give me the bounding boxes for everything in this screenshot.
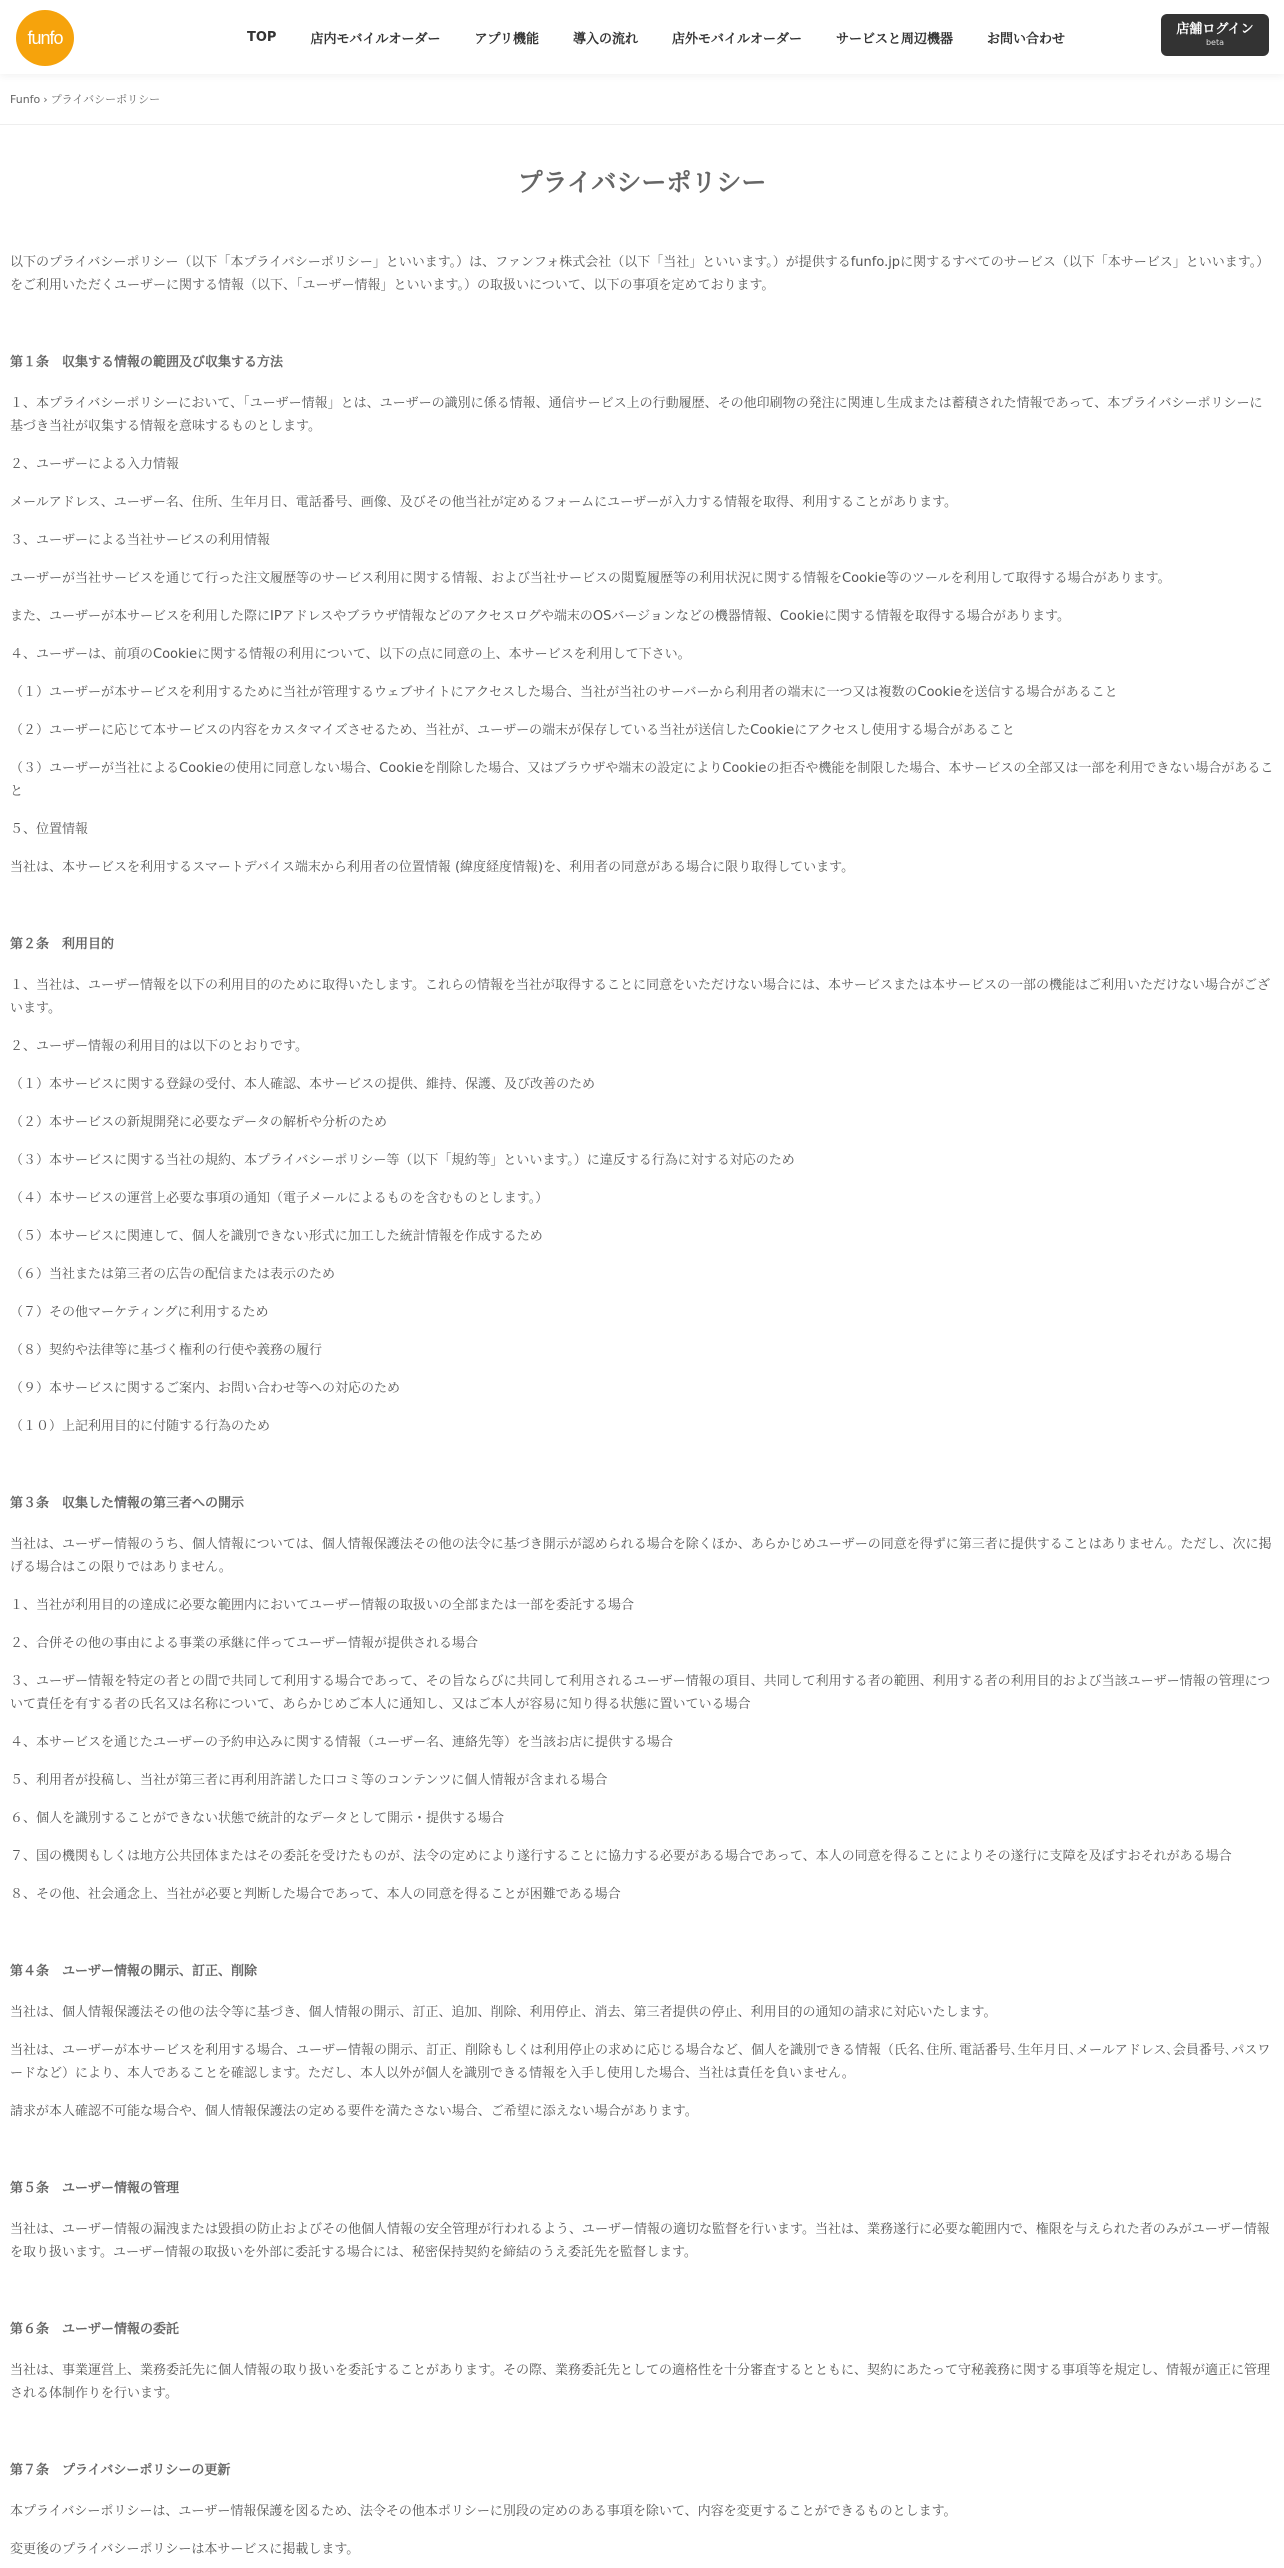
section-paragraph: ２、ユーザー情報の利用目的は以下のとおりです。 bbox=[10, 1039, 308, 1054]
breadcrumb-current: プライバシーポリシー bbox=[50, 93, 161, 106]
policy-section bbox=[10, 1960, 1274, 2123]
section-title: 第５条 ユーザー情報の管理 bbox=[10, 2181, 180, 2196]
section-paragraph: 当社は、事業運営上、業務委託先に個人情報の取り扱いを委託することがあります。その際、業務委託先としての適格性を十分審査するとともに、契約にあたって守秘義務に関する事項等を規定し、情報が適正に管理される体制作りを行います。 bbox=[10, 2363, 1270, 2401]
funfo-logo[interactable] bbox=[16, 10, 74, 66]
section-paragraph: 請求が本人確認不可能な場合や、個人情報保護法の定める要件を満たさない場合、ご希望に添えない場合があります。 bbox=[10, 2104, 698, 2119]
section-title: 第６条 ユーザー情報の委託 bbox=[10, 2322, 180, 2337]
policy-section bbox=[10, 1492, 1274, 1906]
nav-top[interactable]: TOP bbox=[247, 29, 277, 45]
nav-instore-mobile-order[interactable]: 店内モバイルオーダー bbox=[310, 31, 441, 47]
section-paragraph: （３）本サービスに関する当社の規約、本プライバシーポリシー等（以下「規約等」といいます。）に違反する行為に対する対応のため bbox=[10, 1153, 795, 1168]
store-login-label: 店舗ログイン bbox=[1176, 22, 1254, 37]
intro-paragraph: 以下のプライバシーポリシー（以下「本プライバシーポリシー」といいます。）は、ファンフォ株式会社（以下「当社」といいます。）が提供するfunfo.jpに関するすべてのサービス（以下「本サービス」といいます。）をご利用いただくユーザーに関する情報（以下、「ユーザー情報」といいます。）の取扱いについて、以下の事項を定めております。 bbox=[10, 255, 1270, 293]
section-paragraph: 当社は、ユーザーが本サービスを利用する場合、ユーザー情報の開示、訂正、削除もしくは利用停止の求めに応じる場合など、個人を識別できる情報（氏名､住所､電話番号､生年月日､メールアドレス､会員番号､パスワードなど）により、本人であることを確認します。ただし、本人以外が個人を識別できる情報を入手し使用した場合、当社は責任を負いません。 bbox=[10, 2043, 1271, 2081]
section-paragraph: 当社は、ユーザー情報の漏洩または毀損の防止およびその他個人情報の安全管理が行われるよう、ユーザー情報の適切な監督を行います。当社は、業務遂行に必要な範囲内で、権限を与えられた者のみがユーザー情報を取り扱います。ユーザー情報の取扱いを外部に委託する場合には、秘密保持契約を締結のうえ委託先を監督します。 bbox=[10, 2222, 1270, 2260]
section-paragraph: ３、ユーザーによる当社サービスの利用情報 bbox=[10, 533, 271, 548]
nav-introduction-flow[interactable]: 導入の流れ bbox=[572, 31, 638, 47]
section-paragraph: （７）その他マーケティングに利用するため bbox=[10, 1305, 269, 1320]
section-paragraph: ５、利用者が投稿し、当社が第三者に再利用許諾した口コミ等のコンテンツに個人情報が含まれる場合 bbox=[10, 1773, 608, 1788]
section-paragraph: ユーザーが当社サービスを通じて行った注文履歴等のサービス利用に関する情報、および当社サービスの閲覧履歴等の利用状況に関する情報をCookie等のツールを利用して取得する場合があります。 bbox=[10, 571, 1171, 586]
section-paragraph: ５、位置情報 bbox=[10, 822, 89, 837]
nav-contact[interactable]: お問い合わせ bbox=[987, 31, 1066, 47]
section-paragraph: ４、本サービスを通じたユーザーの予約申込みに関する情報（ユーザー名、連絡先等）を当該お店に提供する場合 bbox=[10, 1735, 674, 1750]
beta-badge: beta bbox=[1205, 38, 1225, 47]
section-title: 第３条 収集した情報の第三者への開示 bbox=[10, 1496, 245, 1511]
policy-section bbox=[10, 933, 1274, 1438]
nav-services-devices[interactable]: サービスと周辺機器 bbox=[835, 31, 953, 47]
section-paragraph: （３）ユーザーが当社によるCookieの使用に同意しない場合、Cookieを削除した場合、又はブラウザや端末の設定によりCookieの拒否や機能を制限した場合、本サービスの全部又は一部を利用できない場合があること bbox=[10, 761, 1274, 799]
section-paragraph: （２）本サービスの新規開発に必要なデータの解析や分析のため bbox=[10, 1115, 388, 1130]
section-paragraph: （４）本サービスの運営上必要な事項の通知（電子メールによるものを含むものとします。） bbox=[10, 1191, 549, 1206]
section-paragraph: （８）契約や法律等に基づく権利の行使や義務の履行 bbox=[10, 1343, 323, 1358]
section-paragraph: ６、個人を識別することができない状態で統計的なデータとして開示・提供する場合 bbox=[10, 1811, 505, 1826]
logo-text: funfo bbox=[27, 27, 63, 48]
section-paragraph: １、当社は、ユーザー情報を以下の利用目的のために取得いたします。これらの情報を当社が取得することに同意をいただけない場合には、本サービスまたは本サービスの一部の機能はご利用いただけない場合がございます。 bbox=[10, 978, 1270, 1016]
section-paragraph: ２、合併その他の事由による事業の承継に伴ってユーザー情報が提供される場合 bbox=[10, 1636, 479, 1651]
section-title: 第１条 収集する情報の範囲及び収集する方法 bbox=[10, 355, 284, 370]
section-paragraph: 当社は、本サービスを利用するスマートデバイス端末から利用者の位置情報 (緯度経度情報)を、利用者の同意がある場合に限り取得しています。 bbox=[10, 860, 855, 875]
page-title: プライバシーポリシー bbox=[517, 168, 767, 197]
section-title: 第４条 ユーザー情報の開示、訂正、削除 bbox=[10, 1964, 258, 1979]
section-title: 第７条 プライバシーポリシーの更新 bbox=[10, 2463, 231, 2478]
policy-section bbox=[10, 351, 1274, 879]
breadcrumb-separator: › bbox=[43, 92, 48, 106]
section-paragraph: （５）本サービスに関連して、個人を識別できない形式に加工した統計情報を作成するため bbox=[10, 1229, 543, 1244]
section-paragraph: （１）ユーザーが本サービスを利用するために当社が管理するウェブサイトにアクセスした場合、当社が当社のサーバーから利用者の端末に一つ又は複数のCookieを送信する場合があること bbox=[10, 685, 1118, 700]
policy-section bbox=[10, 2459, 1274, 2561]
main-nav bbox=[230, 0, 1082, 74]
section-paragraph: また、ユーザーが本サービスを利用した際にIPアドレスやブラウザ情報などのアクセスログや端末のOSバージョンなどの機器情報、Cookieに関する情報を取得する場合があります。 bbox=[10, 609, 1070, 624]
policy-section bbox=[10, 2318, 1274, 2405]
site-header bbox=[0, 0, 1284, 74]
section-paragraph: （９）本サービスに関するご案内、お問い合わせ等への対応のため bbox=[10, 1381, 401, 1396]
breadcrumb-home-link[interactable]: Funfo bbox=[10, 92, 41, 106]
section-paragraph: （２）ユーザーに応じて本サービスの内容をカスタマイズさせるため、当社が、ユーザーの端末が保存している当社が送信したCookieにアクセスし使用する場合があること bbox=[10, 723, 1015, 738]
policy-sections bbox=[10, 351, 1274, 2561]
section-paragraph: （１０）上記利用目的に付随する行為のため bbox=[10, 1419, 271, 1434]
section-paragraph: ４、ユーザーは、前項のCookieに関する情報の利用について、以下の点に同意の上、本サービスを利用して下さい。 bbox=[10, 647, 691, 662]
section-paragraph: １、当社が利用目的の達成に必要な範囲内においてユーザー情報の取扱いの全部または一部を委託する場合 bbox=[10, 1598, 635, 1613]
section-paragraph: 変更後のプライバシーポリシーは本サービスに掲載します。 bbox=[10, 2542, 360, 2557]
section-paragraph: ３、ユーザー情報を特定の者との間で共同して利用する場合であって、その旨ならびに共同して利用されるユーザー情報の項目、共同して利用する者の範囲、利用する者の利用目的および当該ユーザー情報の管理について責任を有する者の氏名又は名称について、あらかじめご本人に通知し、又はご本人が容易に知り得る状態に置いている場合 bbox=[10, 1674, 1271, 1712]
section-title: 第２条 利用目的 bbox=[10, 937, 115, 952]
store-login-button[interactable] bbox=[1161, 14, 1269, 56]
section-paragraph: 本プライバシーポリシーは、ユーザー情報保護を図るため、法令その他本ポリシーに別段の定めのある事項を除いて、内容を変更することができるものとします。 bbox=[10, 2504, 957, 2519]
section-paragraph: メールアドレス、ユーザー名、住所、生年月日、電話番号、画像、及びその他当社が定めるフォームにユーザーが入力する情報を取得、利用することがあります。 bbox=[10, 495, 958, 510]
section-paragraph: ７、国の機関もしくは地方公共団体またはその委託を受けたものが、法令の定めにより遂行することに協力する必要がある場合であって、本人の同意を得ることによりその遂行に支障を及ぼすおそれがある場合 bbox=[10, 1849, 1232, 1864]
section-paragraph: 当社は、ユーザー情報のうち、個人情報については、個人情報保護法その他の法令に基づき開示が認められる場合を除くほか、あらかじめユーザーの同意を得ずに第三者に提供することはありません。ただし、次に掲げる場合はこの限りではありません。 bbox=[10, 1537, 1272, 1575]
section-paragraph: 当社は、個人情報保護法その他の法令等に基づき、個人情報の開示、訂正、追加、削除、利用停止、消去、第三者提供の停止、利用目的の通知の請求に対応いたします。 bbox=[10, 2005, 997, 2020]
breadcrumb bbox=[0, 74, 1284, 125]
nav-outstore-mobile-order[interactable]: 店外モバイルオーダー bbox=[671, 31, 802, 47]
section-paragraph: （１）本サービスに関する登録の受付、本人確認、本サービスの提供、維持、保護、及び改善のため bbox=[10, 1077, 596, 1092]
section-paragraph: （６）当社または第三者の広告の配信または表示のため bbox=[10, 1267, 336, 1282]
section-paragraph: ２、ユーザーによる入力情報 bbox=[10, 457, 180, 472]
nav-app-features[interactable]: アプリ機能 bbox=[474, 31, 539, 47]
policy-content bbox=[0, 251, 1284, 2561]
policy-section bbox=[10, 2177, 1274, 2264]
section-paragraph: １、本プライバシーポリシーにおいて、「ユーザー情報」とは、ユーザーの識別に係る情報、通信サービス上の行動履歴、その他印刷物の発注に関連し生成または蓄積された情報であって、本プライバシーポリシーに基づき当社が収集する情報を意味するものとします。 bbox=[10, 396, 1263, 434]
section-paragraph: ８、その他、社会通念上、当社が必要と判断した場合であって、本人の同意を得ることが困難である場合 bbox=[10, 1887, 621, 1902]
